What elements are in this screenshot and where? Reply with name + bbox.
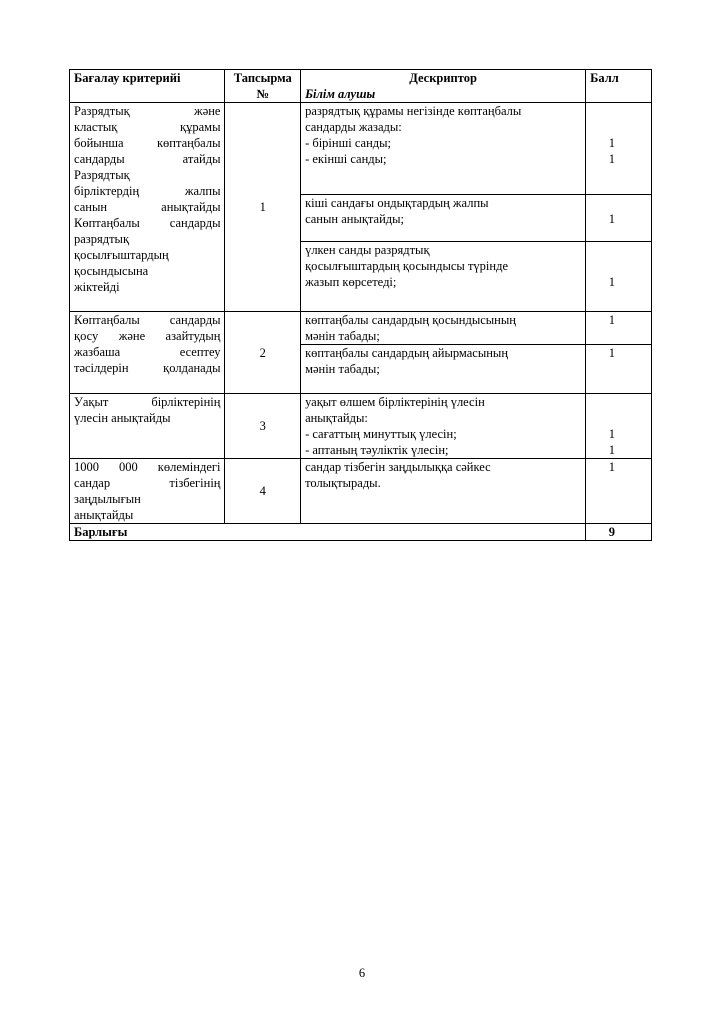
descriptor-line: - бірінші санды; xyxy=(305,136,391,150)
descriptor-line: кіші сандағы ондықтардың жалпы xyxy=(305,196,489,211)
criteria-line: қосылғыштардың xyxy=(74,248,169,262)
criteria-line: үлесін анықтайды xyxy=(74,411,171,425)
page-number: 6 xyxy=(358,966,366,980)
header-criteria: Бағалау критерийі xyxy=(70,70,225,103)
descriptor-line: сандар тізбегін заңдылыққа сәйкес xyxy=(305,460,491,474)
header-learner: Білім алушы xyxy=(305,87,376,101)
criteria-line: Разрядтық және xyxy=(74,104,221,118)
criteria-line: бойынша көптаңбалы xyxy=(74,136,221,150)
criteria-line: сандарды атайды xyxy=(74,152,221,166)
header-task-line1: Тапсырма xyxy=(233,71,292,85)
score-value xyxy=(590,394,615,410)
task-number: 3 xyxy=(225,394,301,459)
criteria-line: сандар тізбегінің xyxy=(74,476,221,490)
score-value: 1 xyxy=(608,427,615,441)
total-value: 9 xyxy=(586,524,652,541)
score-value xyxy=(590,328,615,344)
descriptor-line: санын анықтайды; xyxy=(305,212,405,227)
score-value: 1 xyxy=(608,460,615,474)
header-task xyxy=(225,70,301,103)
score-cell xyxy=(586,242,652,312)
criteria-line: Уақыт бірліктерінің xyxy=(74,395,221,409)
task-number: 1 xyxy=(225,103,301,312)
criteria-line: жазбаша есептеу xyxy=(74,345,221,359)
score-value: 1 xyxy=(608,313,615,327)
descriptor-line: разрядтық құрамы негізінде көптаңбалы xyxy=(305,104,522,118)
criteria-line: қосу және азайтудың xyxy=(74,329,221,343)
criteria-line: 1000 000 көлеміндегі xyxy=(74,460,221,474)
criteria-line: кластық құрамы xyxy=(74,120,221,134)
criteria-cell xyxy=(70,103,225,312)
score-value: 1 xyxy=(608,136,615,150)
descriptor-line: толықтырады. xyxy=(305,476,381,490)
score-cell xyxy=(586,345,652,394)
descriptor-cell xyxy=(301,394,586,459)
criteria-cell xyxy=(70,312,225,394)
descriptor-cell xyxy=(301,345,586,394)
header-task-line2: № xyxy=(256,87,270,101)
descriptor-line: сандарды жазады: xyxy=(305,120,402,134)
descriptor-line: үлкен санды разрядтық xyxy=(305,243,430,258)
criteria-line: разрядтық xyxy=(74,232,130,246)
descriptor-line: көптаңбалы сандардың қосындысының xyxy=(305,313,516,327)
score-cell xyxy=(586,459,652,524)
descriptor-line: - сағаттың минуттық үлесін; xyxy=(305,427,457,441)
criteria-line: жіктейді xyxy=(74,280,120,294)
descriptor-line: - екінші санды; xyxy=(305,152,387,166)
score-cell xyxy=(586,312,652,345)
score-value xyxy=(590,410,615,426)
table-row xyxy=(70,103,652,195)
header-score: Балл xyxy=(586,70,652,103)
descriptor-cell xyxy=(301,459,586,524)
criteria-line: тәсілдерін қолданады xyxy=(74,361,221,375)
score-cell xyxy=(586,103,652,195)
total-row xyxy=(70,524,652,541)
descriptor-line: уақыт өлшем бірліктерінің үлесін xyxy=(305,395,485,409)
score-value xyxy=(590,242,615,258)
descriptor-line: жазып көрсетеді; xyxy=(305,275,397,290)
descriptor-line: анықтайды: xyxy=(305,411,368,425)
descriptor-line: мәнін табады; xyxy=(305,362,380,376)
assessment-table xyxy=(69,69,652,541)
score-cell xyxy=(586,195,652,242)
score-value: 1 xyxy=(608,443,615,457)
score-value: 1 xyxy=(608,346,615,360)
task-number: 4 xyxy=(225,459,301,524)
score-value xyxy=(590,475,615,491)
score-value: 1 xyxy=(608,275,615,290)
criteria-line: бірліктердің жалпы xyxy=(74,184,221,198)
score-cell xyxy=(586,394,652,459)
descriptor-cell xyxy=(301,195,586,242)
score-value xyxy=(590,119,615,135)
descriptor-line: қосылғыштардың қосындысы түрінде xyxy=(305,259,508,274)
table-row xyxy=(70,312,652,345)
criteria-cell xyxy=(70,394,225,459)
header-descriptor xyxy=(301,70,586,103)
score-value: 1 xyxy=(608,152,615,166)
descriptor-line: - аптаның тәуліктік үлесін; xyxy=(305,443,449,457)
criteria-line: санын анықтайды xyxy=(74,200,221,214)
criteria-cell xyxy=(70,459,225,524)
table-row xyxy=(70,459,652,524)
table-row xyxy=(70,394,652,459)
criteria-line: анықтайды xyxy=(74,508,134,522)
criteria-line: Разрядтық xyxy=(74,168,130,182)
descriptor-line: мәнін табады; xyxy=(305,329,380,343)
criteria-line: заңдылығын xyxy=(74,492,141,506)
total-label: Барлығы xyxy=(70,524,586,541)
descriptor-cell xyxy=(301,242,586,312)
score-value: 1 xyxy=(608,212,615,227)
header-row xyxy=(70,70,652,103)
task-number: 2 xyxy=(225,312,301,394)
criteria-line: Көптаңбалы сандарды xyxy=(74,313,221,327)
score-value xyxy=(590,258,615,274)
score-value xyxy=(590,361,615,377)
header-descriptor-title: Дескриптор xyxy=(409,71,477,85)
descriptor-line: көптаңбалы сандардың айырмасының xyxy=(305,346,509,360)
descriptor-cell xyxy=(301,103,586,195)
score-value xyxy=(590,103,615,119)
score-value xyxy=(590,195,615,211)
criteria-line: Көптаңбалы сандарды xyxy=(74,216,221,230)
criteria-line: қосындысына xyxy=(74,264,149,278)
descriptor-cell xyxy=(301,312,586,345)
